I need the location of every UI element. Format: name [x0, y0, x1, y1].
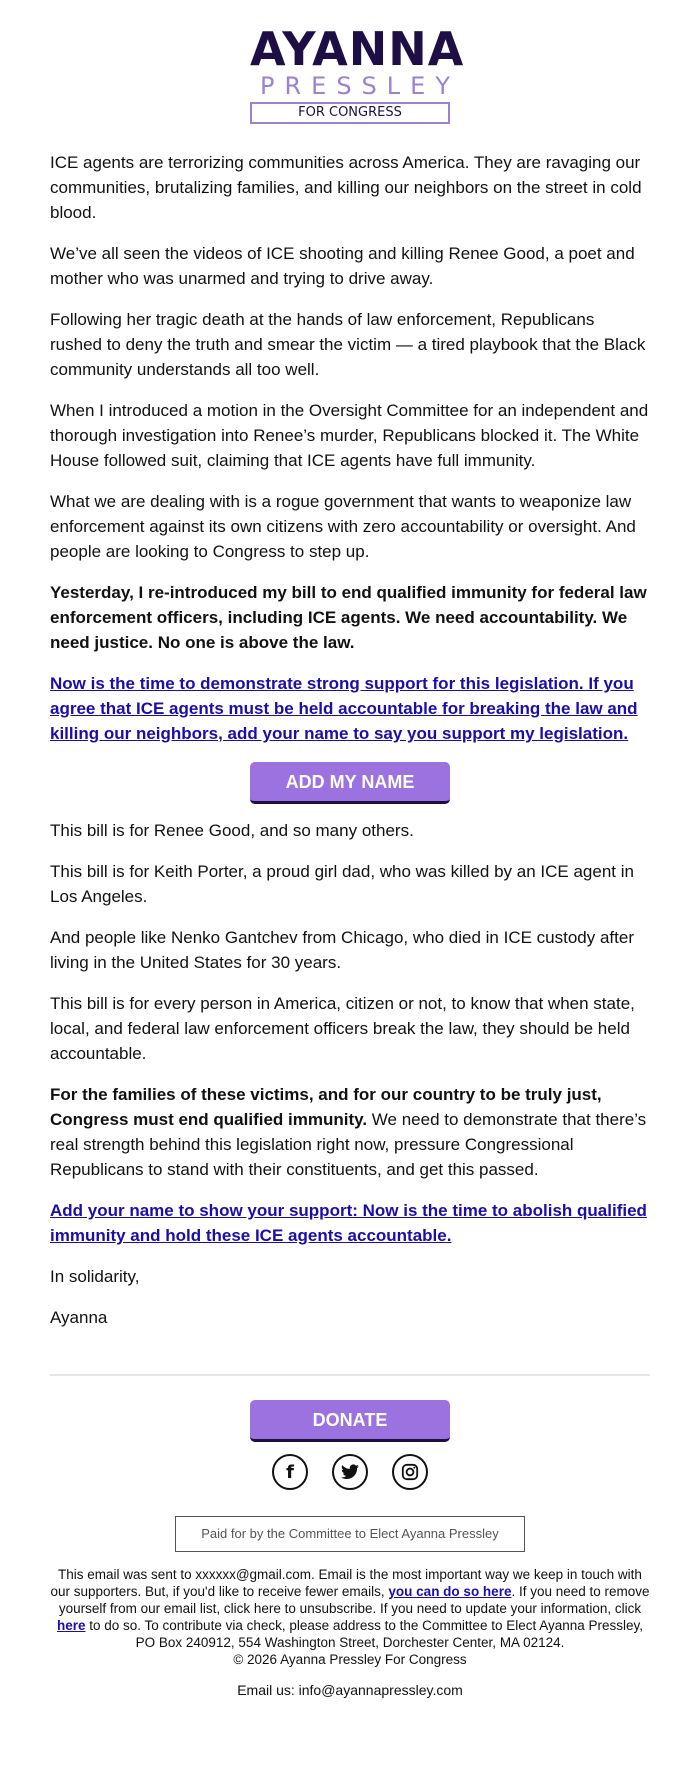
contact-email: Email us: info@ayannapressley.com — [237, 1682, 463, 1698]
text: to do so. To contribute via check, please address to the Committee to Elect Ayanna Pressley, PO Box 240912, 554 Washington Street, Dorchester Center, MA 02124. — [85, 1618, 644, 1650]
campaign-logo — [250, 22, 465, 124]
email-body — [0, 150, 700, 1698]
paragraph: Following her tragic death at the hands of law enforcement, Republicans rushed to deny the truth and smear the victim — a tired playbook that the Black community understands all too well. — [50, 310, 646, 379]
paragraph: This bill is for every person in America, citizen or not, to know that when state, local, and federal law enforcement officers break the law, they should be held accountable. — [50, 994, 635, 1063]
closing: In solidarity, — [50, 1267, 140, 1286]
copyright: © 2026 Ayanna Pressley For Congress — [233, 1652, 467, 1667]
signature: Ayanna — [50, 1308, 108, 1327]
bold-paragraph: Yesterday, I re-introduced my bill to end qualified immunity for federal law enforcement officers, including ICE agents. We need accountability. We need justice. No one is above the law. — [50, 583, 647, 652]
paragraph: This bill is for Keith Porter, a proud girl dad, who was killed by an ICE agent in Los Angeles. — [50, 862, 634, 906]
paragraph: This bill is for Renee Good, and so many others. — [50, 821, 414, 840]
paragraph: When I introduced a motion in the Oversight Committee for an independent and thorough investigation into Renee’s murder, Republicans blocked it. The White House followed suit, claiming that ICE agents have full immunity. — [50, 401, 649, 470]
social-links — [50, 1454, 650, 1490]
logo-first-name: AYANNA — [250, 22, 465, 76]
donate-button[interactable]: DONATE — [250, 1400, 450, 1442]
text: This email was sent to xxxxxx@gmail.com. Email is the most important way we keep in touch with our supporters. But, if you'd like to receive fewer emails, — [50, 1567, 642, 1599]
facebook-icon[interactable]: f — [272, 1454, 308, 1490]
logo-last-name: PRESSLEY — [260, 72, 460, 100]
bold-text: For the families of these victims, and for our country to be truly just, Congress must end qualified immunity. — [50, 1085, 602, 1129]
paragraph: We’ve all seen the videos of ICE shooting and killing Renee Good, a poet and mother who was unarmed and trying to drive away. — [50, 244, 635, 288]
paragraph: ICE agents are terrorizing communities across America. They are ravaging our communities, brutalizing families, and killing our neighbors on the street in cold blood. — [50, 153, 642, 222]
show-support-link[interactable]: Add your name to show your support: Now is the time to abolish qualified immunity and hold these ICE agents accountable. — [50, 1201, 647, 1245]
support-legislation-link[interactable]: Now is the time to demonstrate strong support for this legislation. If you agree that ICE agents must be held accountable for breaking the law and killing our neighbors, add your name to say you support my legislation. — [50, 674, 638, 743]
add-my-name-button[interactable]: ADD MY NAME — [250, 762, 450, 804]
paragraph: What we are dealing with is a rogue government that wants to weaponize law enforcement against its own citizens with zero accountability or oversight. And people are looking to Congress to step up. — [50, 492, 636, 561]
divider — [50, 1374, 650, 1376]
twitter-icon[interactable] — [332, 1454, 368, 1490]
paragraph: And people like Nenko Gantchev from Chicago, who died in ICE custody after living in the United States for 30 years. — [50, 928, 634, 972]
text: . If you need to remove yourself from our email list, click here to unsubscribe. If you need to update your information, click — [58, 1584, 650, 1616]
instagram-icon[interactable] — [392, 1454, 428, 1490]
logo-tagline: FOR CONGRESS — [250, 102, 450, 124]
paragraph — [50, 1082, 650, 1182]
text: We need to demonstrate that there’s real strength behind this legislation right now, pressure Congressional Republicans to stand with their constituents, and get this passed. — [50, 1110, 647, 1179]
fewer-emails-link[interactable]: you can do so here — [388, 1584, 512, 1599]
paid-for-disclaimer: Paid for by the Committee to Elect Ayanna Pressley — [175, 1516, 525, 1552]
update-info-link[interactable]: here — [56, 1618, 86, 1633]
footer-text — [50, 1566, 650, 1668]
